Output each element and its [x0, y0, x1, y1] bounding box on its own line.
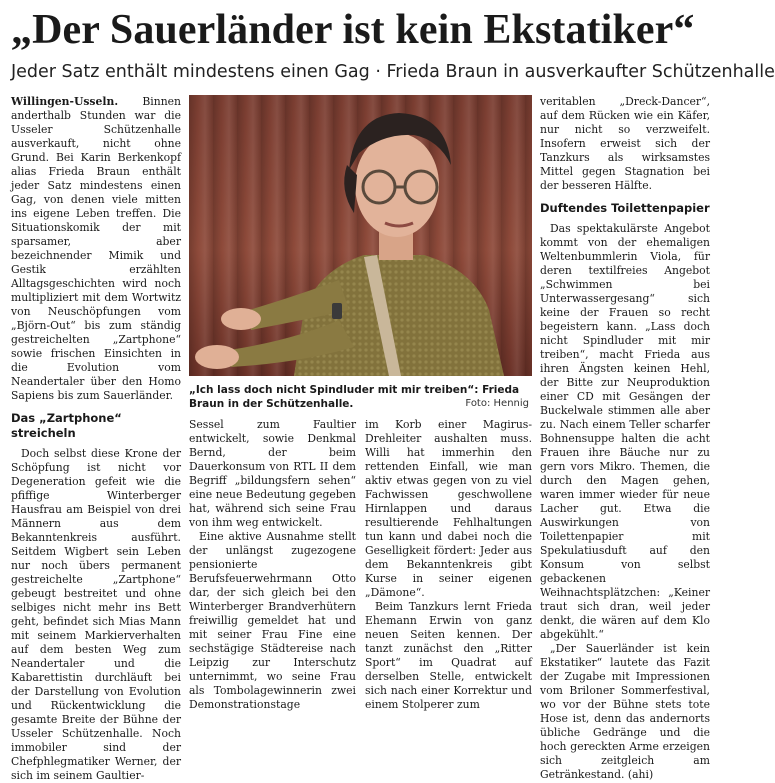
article-photo [189, 95, 532, 376]
subheading: Das „Zartphone“ streicheln [11, 411, 122, 440]
paragraph-text: Binnen anderthalb Stunden war die Usseler Schützenhalle ausverkauft, nicht ohne Grund. Bei Karin Berkenkopf alias Frieda Braun enthält jeder Satz mindestens einen Gag, von denen viele mitten ins eigene Leben treffen. Die Situationskomik der mit sparsamer, aber bezeichnender Mimik und Gestik erzählten Alltagsgeschichten wird noch multipliziert mit dem Wortwitz von Neuschöpfungen vom „Björn-Out“ bis zum ständig gestreichelten „Zartphone“ sowie frischen Einsichten in die Evolution vom Neandertaler über den Homo Sapiens bis zum Sauerländer. [11, 95, 181, 402]
photo-caption [189, 383, 529, 411]
photo-credit: Foto: Hennig [465, 398, 529, 409]
paragraph [11, 95, 181, 403]
article-headline: „Der Sauerländer ist kein Ekstatiker“ [11, 7, 695, 53]
paragraph: Doch selbst diese Krone der Schöpfung ist nicht vor Degeneration gefeit wie die pfiffige Winterberger Hausfrau am Beispiel von drei Männern aus dem Bekanntenkreis ausführt. Seitdem Wigbert sein Leben nur noch übers permanent gestreichelte „Zartphone“ gebeugt bestreitet und ohne selbiges nicht mehr ins Bett geht, befindet sich Mias Mann mit seinem Markierverhalten auf dem besten Weg zum Neandertaler und die Kabarettistin durchläuft bei der Darstellung von Evolution und Rückentwicklung die gesamte Breite der Bühne der Usseler Schützenhalle. Noch immobiler sind der Chefphlegmatiker Werner, der sich im seinem Gaultier- [11, 447, 181, 782]
article-subheadline: Jeder Satz enthält mindestens einen Gag · Frieda Braun in ausverkaufter Schützenhalle [11, 62, 775, 82]
paragraph: veritablen „Dreck-Dancer“, auf dem Rücken wie ein Käfer, nur nicht so verzweifelt. Insofern erweist sich der Tanzkurs als wirksamstes Mittel gegen Stagnation bei der besseren Hälfte. [540, 95, 710, 192]
performer-illustration [189, 95, 532, 376]
article-column-2 [189, 418, 356, 711]
dateline: Willingen-Usseln. [11, 95, 119, 108]
paragraph: Das spektakulärste Angebot kommt von der ehemaligen Weltenbummlerin Viola, für deren textilfreies Angebot „Schwimmen bei Unterwassergesang“ sich keine der Frauen so recht begeistern kann. „Lass doch nicht Spindluder mit mir treiben“, macht Frieda aus ihren Ängsten keinen Hehl, der Bitte zur Neuproduktion einer CD mit Gesängen der Buckelwale stimmen alle aber zu. Nach einem Teller scharfer Bohnensuppe halten die acht Frauen ihre Bäuche nur zu gern vors Mikro. Themen, die durch den Magen gehen, waren immer wieder für neue Lacher gut. Etwa die Auswirkungen von Toilettenpapier mit Spekulatiusduft auf den Konsum von selbst gebackenen Weihnachtsplätzchen: „Keiner traut sich dran, weil jeder denkt, die wären auf dem Klo abgekühlt.“ [540, 222, 710, 641]
paragraph: im Korb einer Magirus-Drehleiter aushalten muss. Willi hat immerhin den rettenden Einfall, wie man aktiv etwas gegen von zu viel Fachwissen geschwollene Hirnlappen und daraus resultierende Fehlhaltungen tun kann und dabei noch die Geselligkeit fördert: Jeder aus dem Bekanntenkreis gibt Kurse in seiner eigenen „Dämone“. [365, 418, 532, 599]
paragraph-text: „Der Sauerländer ist kein Ekstatiker“ lautete das Fazit der Zugabe mit Impressionen vom Briloner Sommerfestival, wo vor der Bühne stets tote Hose ist, denn das andernorts übliche Gedränge und die hoch gereckten Arme erzeigen sich zeitgleich am Getränkestand. [540, 642, 710, 781]
paragraph: Beim Tanzkurs lernt Frieda Ehemann Erwin von ganz neuen Seiten kennen. Der tanzt zunächst den „Ritter Sport“ im Quadrat auf derselben Stelle, entwickelt sich nach einer Korrektur und einem Stolperer zum [365, 600, 532, 711]
caption-text: „Ich lass doch nicht Spindluder mit mir treiben“: Frieda Braun in der Schützenhalle. [189, 384, 520, 410]
article-column-1 [11, 95, 181, 782]
article-column-4 [540, 95, 710, 781]
author-initials: (ahi) [627, 768, 654, 781]
subheading: Duftendes Toilettenpapier [540, 201, 710, 215]
paragraph [540, 642, 710, 782]
paragraph: Sessel zum Faultier entwickelt, sowie Denkmal Bernd, der beim Dauerkonsum von RTL II dem Begriff „bildungsfern sehen“ eine neue Bedeutung gegeben hat, während sich seine Frau von ihm weg entwickelt. [189, 418, 356, 529]
paragraph: Eine aktive Ausnahme stellt der unlängst zugezogene pensionierte Berufsfeuerwehrmann Otto dar, der sich gleich bei den Winterberger Brandverhütern freiwillig gemeldet hat und mit seiner Frau Fine eine sechstägige Städtereise nach Leipzig zur Interschutz unternimmt, wo seine Frau als Tombolagewinnerin zwei Demonstrationstage [189, 530, 356, 711]
article-column-3 [365, 418, 532, 711]
